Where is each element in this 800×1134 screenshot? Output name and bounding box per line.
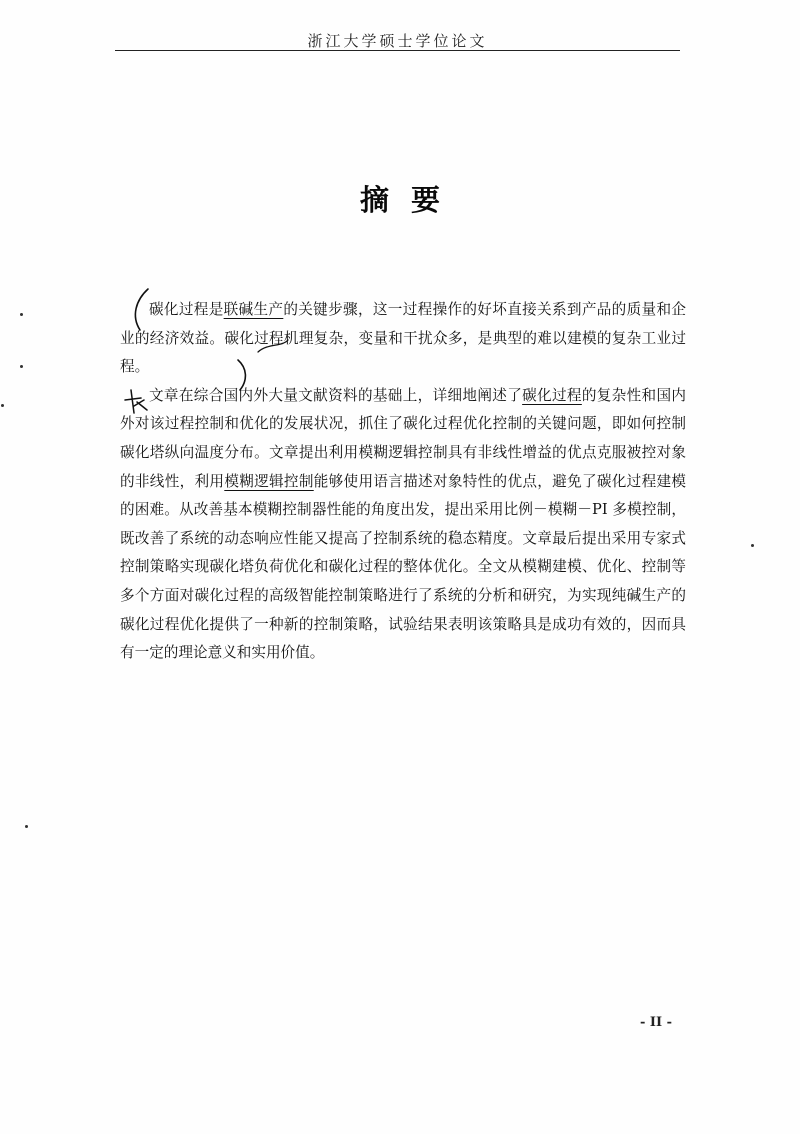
paragraph-2-text-1: 文章在综合国内外大量文献资料的基础上，详细地阐述了: [149, 386, 523, 404]
scan-speck: [1, 404, 4, 407]
header-rule: [115, 50, 680, 51]
paragraph-1-text-2: 的关键步骤，这一过程操作的好坏直接关系到产品的质量和企业的经济效益。碳化过程机理复杂，变量和干扰众多，是典型的难以建模的复杂工业过程。: [120, 301, 686, 376]
abstract-paragraph-2: [120, 382, 686, 668]
abstract-body: [120, 296, 686, 668]
scan-speck: [751, 544, 754, 547]
paragraph-2-text-3: 能够使用语言描述对象特性的优点，避免了碳化过程建模的困难。从改善基本模糊控制器性能的角度出发，提出采用比例－模糊－PI 多模控制，既改善了系统的动态响应性能又提高了控制系统的稳态精度。文章最后提出采用专家式控制策略实现碳化塔负荷优化和碳化过程的整体优化。全文从模糊建模、优化、控制等多个方面对碳化过程的高级智能控制策略进行了系统的分析和研究，为实现纯碱生产的碳化过程优化提供了一种新的控制策略，试验结果表明该策略具是成功有效的，因而具有一定的理论意义和实用价值。: [120, 472, 686, 662]
underlined-term-fuzzy-control: 模糊逻辑控制: [224, 472, 314, 490]
paragraph-2-text-2: 的复杂性和国内外对该过程控制和优化的发展状况，抓住了碳化过程优化控制的关键问题，即如何控制碳化塔纵向温度分布。文章提出利用模糊逻辑控制具有非线性增益的优点克服被控对象的非线性，利用: [120, 386, 686, 490]
page-number: - II -: [640, 1015, 673, 1030]
scan-speck: [20, 365, 23, 368]
underlined-term-carbonation: 碳化过程: [522, 386, 582, 404]
abstract-paragraph-1: [120, 296, 686, 382]
scan-speck: [25, 825, 28, 828]
page-title: 摘要: [359, 183, 462, 217]
paragraph-1-text-1: 碳化过程是: [149, 301, 224, 318]
underlined-term-lianjian: 联碱生产: [223, 301, 284, 318]
running-header: 浙江大学硕士学位论文: [307, 32, 488, 50]
scan-speck: [20, 313, 23, 316]
